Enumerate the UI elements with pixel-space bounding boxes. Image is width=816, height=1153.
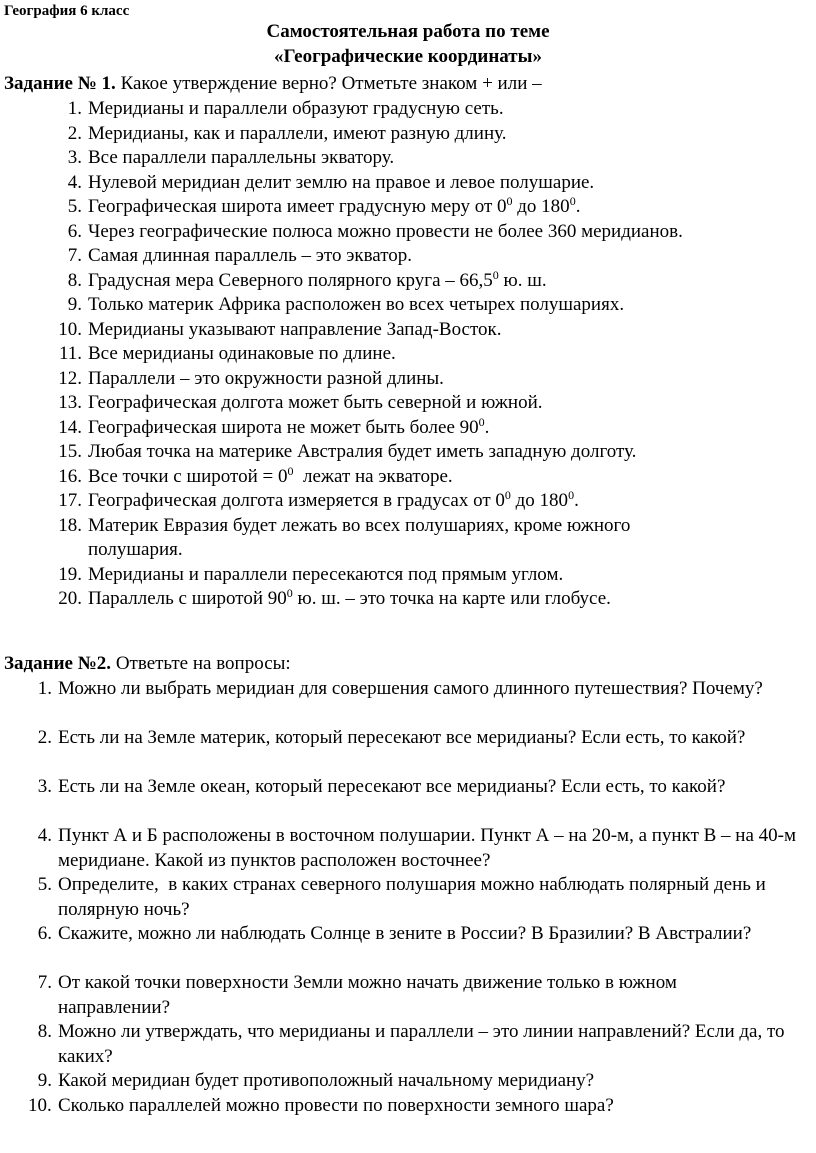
list-item: 2. Меридианы, как и параллели, имеют разную длину. <box>67 122 507 144</box>
list-item: 18. Материк Евразия будет лежать во всех полушариях, кроме южного полушария. <box>58 514 631 560</box>
task2-questions-list <box>28 677 803 1118</box>
list-item: 7. Самая длинная параллель – это экватор. <box>67 245 413 266</box>
list-item: 2. Есть ли на Земле материк, который пересекают все меридианы? Если есть, то какой? <box>37 727 746 748</box>
list-item: 3. Все параллели параллельны экватору. <box>67 147 395 168</box>
list-item: 7. От какой точки поверхности Земли можно начать движение только в южном направлении? <box>37 972 677 1018</box>
list-item: 15. Любая точка на материке Австралия будет иметь западную долготу. <box>58 441 637 462</box>
list-item: 10. Сколько параллелей можно провести по поверхности земного шара? <box>28 1094 614 1116</box>
list-item: 11. Все меридианы одинаковые по длине. <box>58 343 396 364</box>
task2-heading <box>4 652 291 677</box>
list-item: 5. Определите, в каких странах северного полушария можно наблюдать полярный день и полярную ночь? <box>37 874 771 920</box>
task1-label: Задание № 1. <box>4 73 116 94</box>
list-item: 5. Географическая широта имеет градусную меру от $0^0$ до $180^0$. <box>67 194 581 217</box>
list-item: 6. Скажите, можно ли наблюдать Солнце в зените в России? В Бразилии? В Австралии? <box>37 923 752 944</box>
list-item: 8. Градусная мера Северного полярного круга – 66,5$^0$ ю. ш. <box>67 267 547 291</box>
list-item: 20. Параллель с широтой $90^0$ ю. ш. – это точка на карте или глобусе. <box>58 586 611 609</box>
task1-instruction: Какое утверждение верно? Отметьте знаком + или – <box>115 73 542 94</box>
list-item: 12. Параллели – это окружности разной длины. <box>58 367 444 389</box>
list-item: 16. Все точки с широтой = $0^0$ лежат на экваторе. <box>58 463 453 487</box>
document-title <box>0 20 816 69</box>
list-item: 17. Географическая долгота измеряется в градусах от $0^0$ до $180^0$. <box>58 488 579 511</box>
title-line-2: «Географические координаты» <box>274 45 542 67</box>
list-item: 1. Меридианы и параллели образуют градусную сеть. <box>67 98 504 119</box>
task1-heading <box>4 72 542 97</box>
list-item: 13. Географическая долгота может быть северной и южной. <box>58 392 543 413</box>
list-item: 9. Какой меридиан будет противоположный начальному меридиану? <box>37 1070 595 1091</box>
list-item: 19. Меридианы и параллели пересекаются под прямым углом. <box>58 563 564 585</box>
list-item: 3. Есть ли на Земле океан, который пересекают все меридианы? Если есть, то какой? <box>37 776 726 797</box>
list-item: 1. Можно ли выбрать меридиан для совершения самого длинного путешествия? Почему? <box>37 678 763 699</box>
list-item: 4. Пункт А и Б расположены в восточном полушарии. Пункт А – на 20-м, а пункт В – на 40-м меридиане. Какой из пунктов расположен восточнее? <box>37 825 796 871</box>
list-item: 6. Через географические полюса можно провести не более 360 меридианов. <box>67 220 683 242</box>
task1-statements-list <box>58 97 788 612</box>
list-item: 14. Географическая широта не может быть более $90^0$. <box>58 414 490 438</box>
list-item: 4. Нулевой меридиан делит землю на правое и левое полушарие. <box>67 171 595 193</box>
list-item: 8. Можно ли утверждать, что меридианы и параллели – это линии направлений? Если да, то каких? <box>37 1021 785 1067</box>
grade-label: География 6 класс <box>4 3 130 19</box>
task2-label: Задание №2. <box>4 653 112 674</box>
list-item: 9. Только материк Африка расположен во всех четырех полушариях. <box>67 294 625 315</box>
task2-instruction: Ответьте на вопросы: <box>111 653 291 674</box>
title-line-1: Самостоятельная работа по теме <box>266 21 550 42</box>
list-item: 10. Меридианы указывают направление Запад-Восток. <box>58 318 502 340</box>
